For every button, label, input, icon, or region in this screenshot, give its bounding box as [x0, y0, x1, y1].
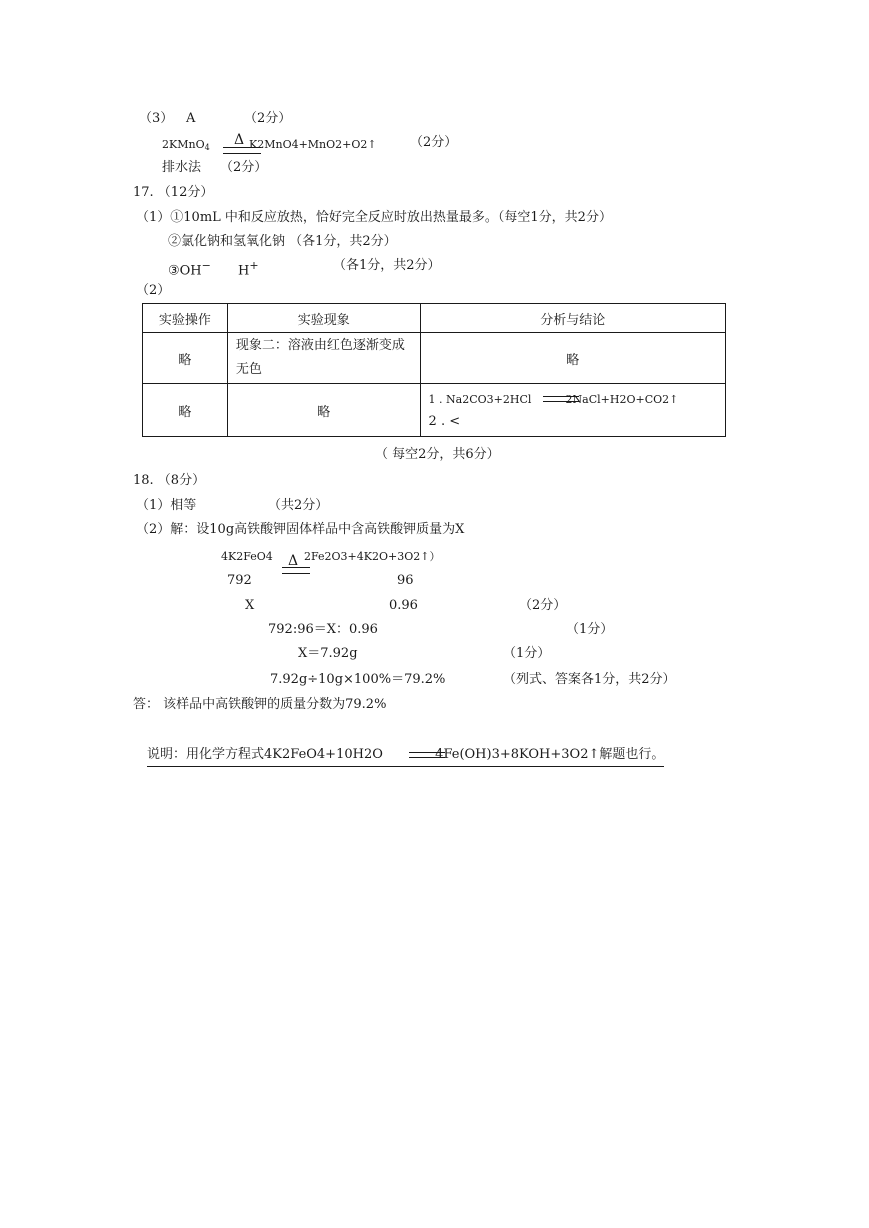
table-cell: 略	[227, 384, 420, 437]
q18-score-b: （1分）	[566, 622, 614, 637]
q18-score-c: （1分）	[503, 646, 551, 661]
q16-part3-score: （2分）	[244, 111, 292, 126]
q17-table-score: （ 每空2分，共6分）	[375, 447, 500, 462]
q18-eq-reactant: 4K2FeO4	[221, 550, 273, 563]
q18-p1: （1）相等	[136, 498, 197, 513]
q16-eq1-reactant: 2KMnO$_4$	[162, 138, 210, 152]
q18-var2: 0.96	[389, 598, 418, 613]
q17-p1-line3-ion2: H+	[238, 259, 259, 279]
q18-percent: 7.92g÷10g×100%＝79.2%	[270, 672, 446, 687]
q18-p2: （2）解：设10g高铁酸钾固体样品中含高铁酸钾质量为X	[136, 522, 465, 537]
note-line	[147, 746, 664, 767]
q18-result-x: X＝7.92g	[298, 646, 358, 661]
heat-triangle-icon: Δ	[288, 553, 299, 569]
table-row	[143, 333, 726, 384]
note-left: 说明：用化学方程式4K2FeO4+10H2O	[147, 747, 383, 762]
q18-p1-score: （共2分）	[268, 498, 329, 513]
q18-var1: X	[245, 598, 255, 613]
q18-score-d: （列式、答案各1分，共2分）	[503, 672, 676, 687]
table-header-cell: 实验现象	[227, 304, 420, 333]
note-right: 4Fe(OH)3+8KOH+3O2↑解题也行。	[435, 747, 665, 762]
q16-part3-label: （3）	[139, 111, 174, 126]
q17-p1-line1: （1）①10mL 中和反应放热，恰好完全反应时放出热量最多。（每空1分，共2分）	[136, 210, 612, 225]
results-table	[142, 303, 726, 437]
q18-eq-products: 2Fe2O3+4K2O+3O2↑）	[304, 550, 441, 563]
q18-header: 18. （8分）	[133, 473, 206, 488]
heat-triangle-icon: Δ	[234, 132, 245, 148]
table-cell: 现象二：溶液由红色逐渐变成无色	[227, 333, 420, 384]
q16-eq1-score: （2分）	[410, 135, 458, 150]
comparison-line: 2 . <	[428, 414, 461, 429]
q18-mass2: 96	[397, 573, 414, 588]
table-header-cell: 实验操作	[143, 304, 228, 333]
q16-method: 排水法	[162, 160, 202, 175]
table-header-row	[143, 304, 726, 333]
q17-p1-line3-ion1: ③OH−	[168, 259, 211, 279]
table-row	[143, 384, 726, 437]
table-cell: 略	[143, 384, 228, 437]
q17-p2-label: （2）	[136, 283, 171, 298]
q18-answer: 答： 该样品中高铁酸钾的质量分数为79.2%	[133, 697, 387, 712]
q16-part3-answer: A	[186, 111, 196, 126]
q18-mass1: 792	[227, 573, 252, 588]
q17-header: 17. （12分）	[133, 185, 214, 200]
q16-method-score: （2分）	[220, 160, 268, 175]
q18-ratio: 792:96＝X：0.96	[268, 622, 378, 637]
table-cell: 略	[143, 333, 228, 384]
table-cell: 略	[420, 333, 725, 384]
q18-score-a: （2分）	[519, 598, 567, 613]
q17-p1-line2: ②氯化钠和氢氧化钠 （各1分，共2分）	[168, 234, 397, 249]
equation-right: 2NaCl+H2O+CO2↑	[565, 393, 679, 406]
equals-sign-double	[282, 567, 310, 574]
table-cell	[420, 384, 725, 437]
table-header-cell: 分析与结论	[420, 304, 725, 333]
equation-left: 1 . Na2CO3+2HCl	[428, 393, 532, 406]
q16-eq1-products: K2MnO4+MnO2+O2↑	[249, 138, 377, 151]
q17-p1-line3-score: （各1分，共2分）	[333, 258, 441, 273]
